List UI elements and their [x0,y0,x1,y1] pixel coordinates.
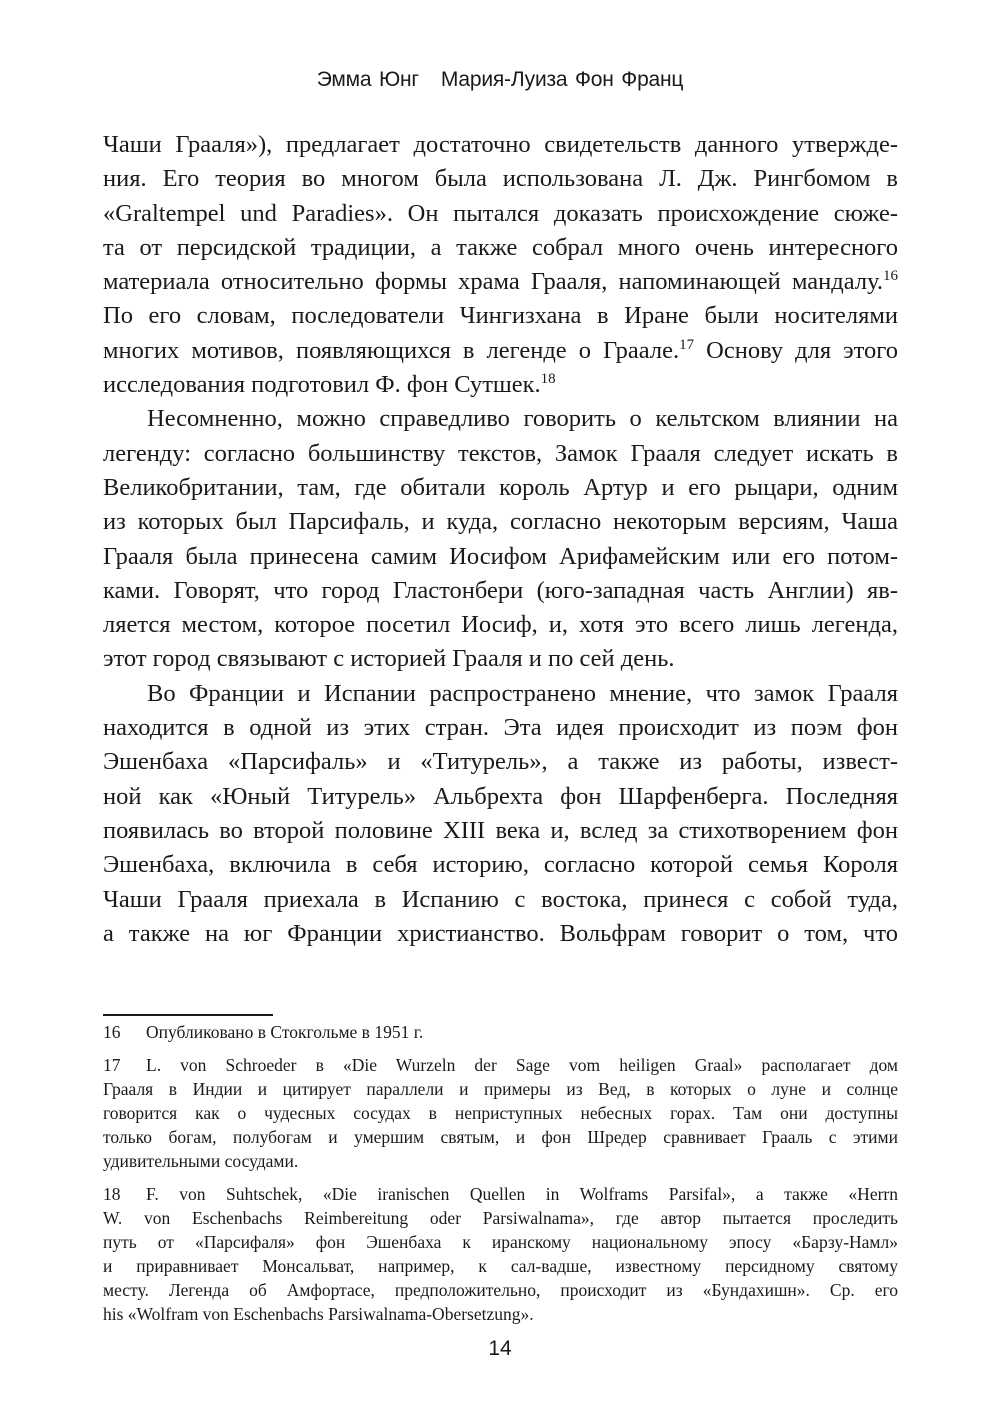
text-line: легенду: согласно большинству текстов, Замок Грааля следует искать в [103,439,898,467]
text-line [103,368,898,402]
text-line: Грааля была принесена самим Иосифом Арифамейским или его потом- [103,542,898,570]
footnote-line [103,1182,898,1206]
footnote-line: W. von Eschenbachs Reimbereitung oder Parsiwalnama», где автор пытается проследить [103,1208,898,1228]
footnote-16 [103,1020,898,1044]
footnote-line: только богам, полубогам и умершим святым, и фон Шредер сравнивает Грааль с этими [103,1127,898,1147]
text-line: та от персидской традиции, а также собрал много очень интересного [103,233,898,261]
footnote-text: F. von Suhtschek, «Die iranischen Quellen in Wolframs Parsifal», а также «Herrn [146,1184,898,1204]
text-line: ляется местом, которое посетил Иосиф, и, хотя это всего лишь легенда, [103,611,898,639]
author-name-2: Мария-Луиза Фон Франц [440,68,684,91]
footnote-number: 18 [103,1184,121,1204]
footnotes [103,1020,898,1335]
footnote-ref-18[interactable]: 18 [540,371,556,388]
text-line: Несомненно, можно справедливо говорить о кельтском влиянии на [147,405,898,433]
text-line: из которых был Парсифаль, и куда, согласно некоторым версиям, Чаша [103,508,898,536]
text-line [103,334,898,368]
footnote-line [103,1053,898,1077]
text-line: Эшенбаха «Парсифаль» и «Титурель», а также из работы, извест- [103,748,898,776]
footnote-number: 16 [103,1022,121,1042]
footnote-line [103,1020,898,1044]
text-line: Во Франции и Испании распространено мнение, что замок Грааля [147,679,898,707]
text-line: ной как «Юный Титурель» Альбрехта фон Шарфенберга. Последняя [103,782,898,810]
footnote-line: и приравнивает Монсальват, например, к сал-вадше, известному персидному святому [103,1256,898,1276]
text-line: «Graltempel und Paradies». Он пытался доказать происхождение сюже- [103,199,898,227]
text-segment: Основу для этого [694,336,898,364]
text-line: Великобритании, там, где обитали король Артур и его рыцари, одним [103,473,898,501]
main-text [103,128,898,951]
footnote-18 [103,1182,898,1326]
footnote-text: Опубликовано в Стокгольме в 1951 г. [146,1022,424,1042]
text-line: ками. Говорят, что город Гластонбери (юго-западная часть Англии) яв- [103,576,898,604]
footnote-text: L. von Schroeder в «Die Wurzeln der Sage vom heiligen Graal» располагает дом [146,1055,898,1075]
text-segment: многих мотивов, появляющихся в легенде о Граале. [103,336,680,364]
footnote-line: Грааля в Индии и цитирует параллели и примеры из Вед, в которых о луне и солнце [103,1079,898,1099]
footnote-line: говорится как о чудесных сосудах в неприступных небесных горах. Там они доступны [103,1103,898,1123]
footnote-divider [103,1014,273,1016]
text-line: появилась во второй половине XIII века и, вслед за стихотворением фон [103,816,898,844]
text-line: Чаши Грааля»), предлагает достаточно свидетельств данного утвержде- [103,131,898,158]
text-line: этот город связывают с историей Грааля и по сей день. [103,645,675,673]
footnote-line: his «Wolfram von Eschenbachs Parsiwalnama-Obersetzung». [103,1304,534,1324]
text-line: находится в одной из этих стран. Эта идея происходит из поэм фон [103,714,898,742]
footnote-line: месту. Легенда об Амфортасе, предположительно, происходит из «Бундахишн». Ср. его [103,1280,898,1300]
footnote-line: удивительными сосудами. [103,1151,299,1171]
footnote-17 [103,1053,898,1173]
text-line: Чаши Грааля приехала в Испанию с востока, принеся с собой туда, [103,885,898,913]
text-line: а также на юг Франции христианство. Вольфрам говорит о том, что [103,919,898,947]
text-segment: материала относительно формы храма Грааля, напоминающей мандалу. [103,268,883,296]
author-name-1: Эмма Юнг [316,68,419,91]
footnote-ref-17[interactable]: 17 [679,336,695,353]
text-line: Эшенбаха, включила в себя историю, согласно которой семья Короля [103,851,898,879]
text-segment: исследования подготовил Ф. фон Сутшек. [103,371,541,399]
text-line: По его словам, последователи Чингизхана в Иране были носителями [103,302,898,330]
page-number: 14 [488,1337,512,1360]
footnote-number: 17 [103,1055,121,1075]
text-line: ния. Его теория во многом была использована Л. Дж. Рингбомом в [103,165,898,193]
footnote-ref-16[interactable]: 16 [883,268,898,285]
footnote-line: путь от «Парсифаля» фон Эшенбаха к иранскому национальному эпосу «Барзу-Намл» [103,1232,898,1252]
text-line [103,265,898,299]
running-head [0,68,1000,92]
